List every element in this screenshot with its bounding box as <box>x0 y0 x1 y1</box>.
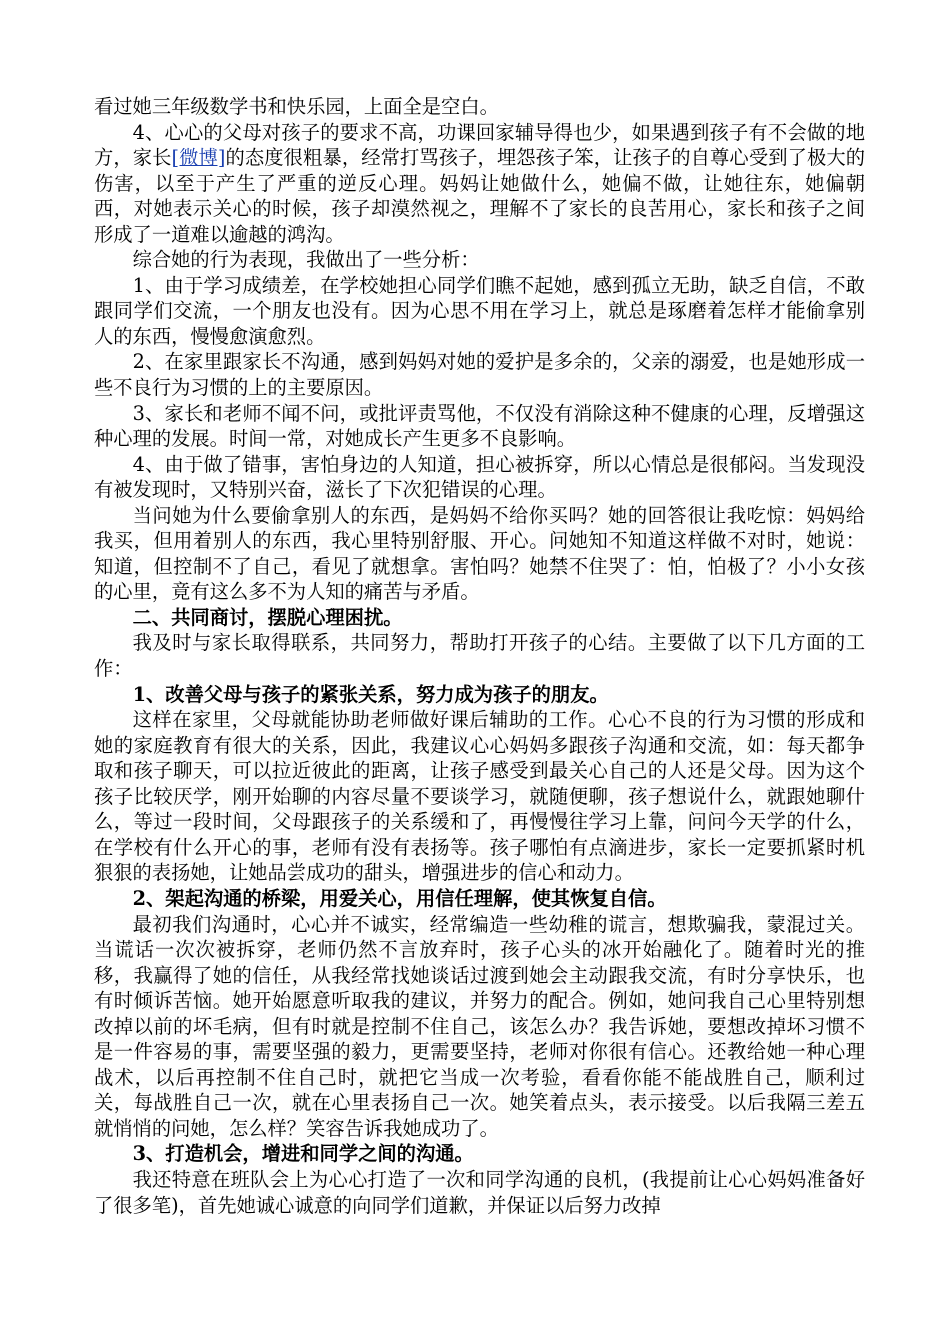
subsection-heading: 1、改善父母与孩子的紧张关系，努力成为孩子的朋友。 <box>132 682 609 706</box>
paragraph: 1、由于学习成绩差，在学校她担心同学们瞧不起她，感到孤立无助，缺乏自信，不敢跟同学们交流，一个朋友也没有。因为心思不用在学习上，就总是琢磨着怎样才能偷拿别人的东西，慢慢愈演愈烈。 <box>94 273 865 348</box>
paragraph: 3、家长和老师不闻不问，或批评责骂他，不仅没有消除这种不健康的心理，反增强这种心理的发展。时间一常，对她成长产生更多不良影响。 <box>94 401 865 451</box>
weibo-link[interactable]: [微博] <box>171 146 226 170</box>
paragraph: 最初我们沟通时，心心并不诚实，经常编造一些幼稚的谎言，想欺骗我，蒙混过关。当谎话一次次被拆穿，老师仍然不言放弃时，孩子心头的冰开始融化了。随着时光的推移，我赢得了她的信任，从我经常找她谈话过渡到她会主动跟我交流，有时分享快乐，也有时倾诉苦恼。她开始愿意听取我的建议，并努力的配合。例如，她问我自己心里特别想改掉以前的坏毛病，但有时就是控制不住自己，该怎么办？我告诉她，要想改掉坏习惯不是一件容易的事，需要坚强的毅力，更需要坚持，老师对你很有信心。还教给她一种心理战术，以后再控制不住自己时，就把它当成一次考验，看看你能不能战胜自己，顺利过关，每战胜自己一次，就在心里表扬自己一次。她笑着点头，表示接受。以后我隔三差五就悄悄的问她，怎么样？笑容告诉我她成功了。 <box>94 912 865 1140</box>
paragraph-text: 4、心心的父母对孩子的要求不高，功课回家辅导得也少，如果遇到孩子有不会做的地方，家长 <box>94 120 865 170</box>
paragraph: 我还特意在班队会上为心心打造了一次和同学沟通的良机，(我提前让心心妈妈准备好了很多笔)，首先她诚心诚意的向同学们道歉，并保证以后努力改掉 <box>94 1167 865 1217</box>
paragraph: 2、在家里跟家长不沟通，感到妈妈对她的爱护是多余的，父亲的溺爱，也是她形成一些不良行为习惯的上的主要原因。 <box>94 350 865 400</box>
paragraph <box>94 120 865 248</box>
paragraph: 综合她的行为表现，我做出了一些分析： <box>132 248 480 272</box>
subsection-heading: 2、架起沟通的桥梁，用爱关心，用信任理解，使其恢复自信。 <box>132 886 667 910</box>
document-page <box>94 94 865 1218</box>
paragraph: 当问她为什么要偷拿别人的东西，是妈妈不给你买吗？她的回答很让我吃惊：妈妈给我买，但用着别人的东西，我心里特别舒服、开心。问她知不知道这样做不对时，她说：知道，但控制不了自己，看见了就想拿。害怕吗？她禁不住哭了：怕，怕极了？小小女孩的心里，竟有这么多不为人知的痛苦与矛盾。 <box>94 503 865 604</box>
paragraph: 这样在家里，父母就能协助老师做好课后辅助的工作。心心不良的行为习惯的形成和她的家庭教育有很大的关系，因此，我建议心心妈妈多跟孩子沟通和交流，如：每天都争取和孩子聊天，可以拉近彼此的距离，让孩子感受到最关心自己的人还是父母。因为这个孩子比较厌学，刚开始聊的内容尽量不要谈学习，就随便聊，孩子想说什么，就跟她聊什么，等过一段时间，父母跟孩子的关系缓和了，再慢慢往学习上靠，问问今天学的什么，在学校有什么开心的事，老师有没有表扬等。孩子哪怕有点滴进步，家长一定要抓紧时机狠狠的表扬她，让她品尝成功的甜头，增强进步的信心和动力。 <box>94 708 865 885</box>
paragraph: 4、由于做了错事，害怕身边的人知道，担心被拆穿，所以心情总是很郁闷。当发现没有被发现时，又特别兴奋，滋长了下次犯错误的心理。 <box>94 452 865 502</box>
section-heading: 二、共同商讨，摆脱心理困扰。 <box>132 605 403 629</box>
subsection-heading: 3、打造机会，增进和同学之间的沟通。 <box>132 1142 474 1166</box>
paragraph: 看过她三年级数学书和快乐园，上面全是空白。 <box>94 95 499 118</box>
paragraph: 我及时与家长取得联系，共同努力，帮助打开孩子的心结。主要做了以下几方面的工作： <box>94 631 865 681</box>
paragraph-text: 的态度很粗暴，经常打骂孩子，埋怨孩子笨，让孩子的自尊心受到了极大的伤害，以至于产生了严重的逆反心理。妈妈让她做什么，她偏不做，让她往东，她偏朝西，对她表示关心的时候，孩子却漠然视之，理解不了家长的良苦用心，家长和孩子之间形成了一道难以逾越的鸿沟。 <box>94 146 866 246</box>
